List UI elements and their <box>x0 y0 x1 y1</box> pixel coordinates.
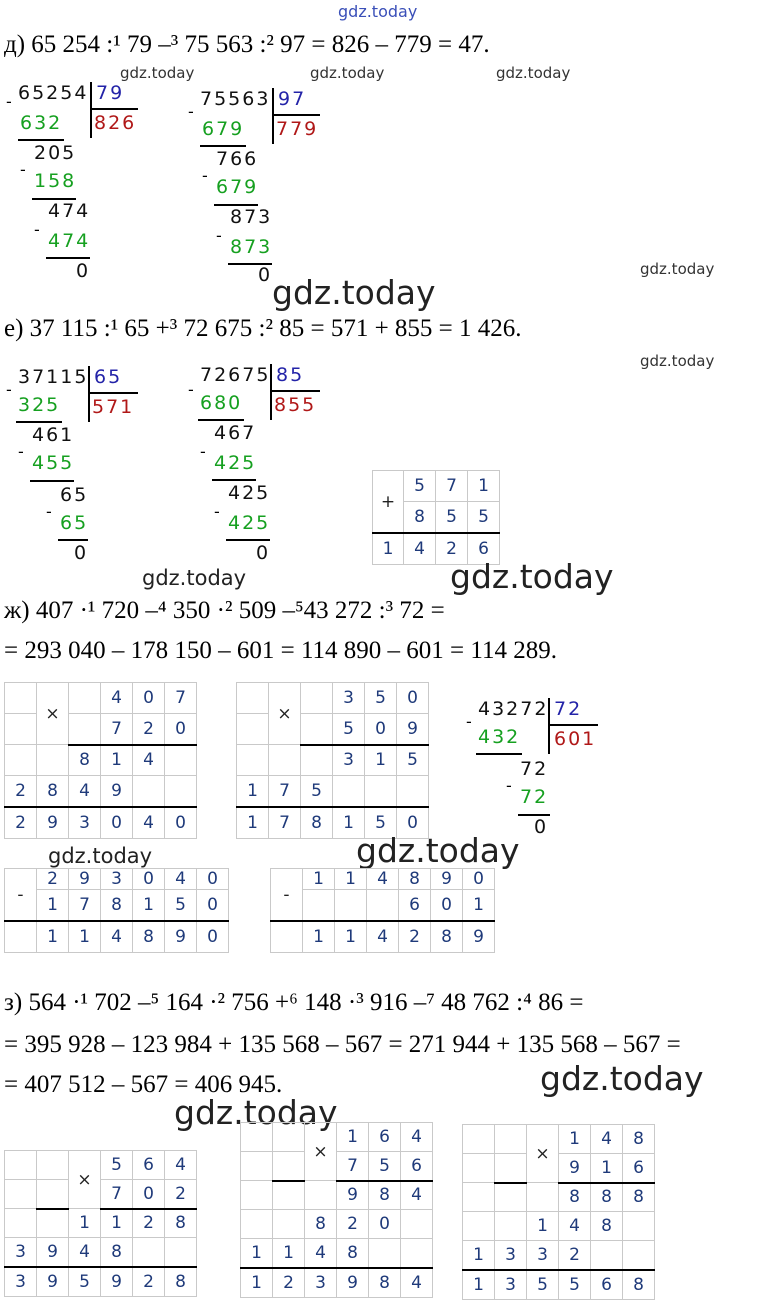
divisor: 65 <box>94 366 123 388</box>
digit-cell: 2 <box>337 1210 369 1239</box>
divisor: 72 <box>554 698 583 720</box>
digit-cell: 5 <box>559 1270 591 1300</box>
times-sign: × <box>269 683 301 745</box>
digit-cell: 1 <box>335 921 367 953</box>
digit-cell: 6 <box>369 1123 401 1152</box>
digit-cell: 0 <box>165 714 197 745</box>
watermark: gdz.today <box>48 844 153 868</box>
digit-cell: 8 <box>337 1239 369 1269</box>
times-sign: × <box>305 1123 337 1181</box>
digit-cell: 1 <box>37 921 69 953</box>
step: 72 <box>520 758 549 780</box>
digit-cell: 9 <box>397 714 429 745</box>
digit-cell: 1 <box>591 1154 623 1183</box>
times-sign: × <box>527 1125 559 1183</box>
digit-cell: 6 <box>399 890 431 922</box>
digit-cell: 0 <box>133 1180 165 1209</box>
digit-cell: 5 <box>101 1151 133 1180</box>
task-z-equation-line3: = 407 512 – 567 = 406 945. <box>4 1071 283 1098</box>
digit-cell: 0 <box>431 890 463 922</box>
digit-cell: 1 <box>559 1125 591 1154</box>
digit-cell: 2 <box>273 1268 305 1298</box>
digit-cell: 2 <box>5 776 37 808</box>
digit-cell: 4 <box>591 1125 623 1154</box>
digit-cell: 1 <box>69 1209 101 1238</box>
step: 0 <box>258 264 273 286</box>
watermark: gdz.today <box>120 64 195 82</box>
digit-cell: 8 <box>399 869 431 890</box>
quotient: 826 <box>94 112 137 134</box>
digit-cell: 0 <box>397 683 429 714</box>
digit-cell: 8 <box>623 1125 655 1154</box>
step: 679 <box>216 176 259 198</box>
digit-cell: 8 <box>301 807 333 839</box>
digit-cell: 3 <box>5 1238 37 1268</box>
digit-cell: 1 <box>37 890 69 922</box>
digit-cell: 9 <box>165 921 197 953</box>
digit-cell: 3 <box>495 1270 527 1300</box>
digit-cell: 6 <box>133 1151 165 1180</box>
digit-cell: 9 <box>559 1154 591 1183</box>
digit-cell: 4 <box>401 1181 433 1210</box>
multiplication-grid-350-509 <box>236 682 429 839</box>
digit-cell: 9 <box>101 776 133 808</box>
digit-cell: 8 <box>431 921 463 953</box>
digit-cell: 5 <box>333 714 365 745</box>
digit-cell: 9 <box>101 1267 133 1297</box>
step: 0 <box>76 260 91 282</box>
digit-cell: 1 <box>365 745 397 776</box>
digit-cell: 1 <box>273 1239 305 1269</box>
digit-cell: 6 <box>401 1152 433 1181</box>
digit-cell: 9 <box>37 1267 69 1297</box>
addition-grid <box>372 470 500 565</box>
digit-cell: 4 <box>165 869 197 890</box>
quotient: 855 <box>274 394 317 416</box>
digit-cell: 6 <box>591 1270 623 1300</box>
digit-cell: 8 <box>559 1183 591 1212</box>
step: 467 <box>214 422 257 444</box>
task-zh-equation-line1: ж) 407 ·¹ 720 –⁴ 350 ·² 509 –⁵43 272 :³ 72 = <box>4 597 445 624</box>
step: 432 <box>478 726 521 748</box>
digit-cell: 2 <box>559 1241 591 1271</box>
digit-cell: 3 <box>101 869 133 890</box>
digit-cell: 9 <box>37 1238 69 1268</box>
digit-cell: 8 <box>591 1212 623 1241</box>
digit-cell: 0 <box>165 807 197 839</box>
digit-cell: 2 <box>436 533 468 565</box>
step: 0 <box>74 542 89 564</box>
digit-cell: 4 <box>133 745 165 776</box>
digit-cell: 1 <box>527 1212 559 1241</box>
watermark: gdz.today <box>540 1059 704 1098</box>
step: 205 <box>34 142 77 164</box>
digit-cell: 4 <box>401 1123 433 1152</box>
multiplication-grid-407-720 <box>4 682 197 839</box>
digit-cell: 2 <box>37 869 69 890</box>
divisor: 79 <box>96 82 125 104</box>
digit-cell: 3 <box>495 1241 527 1271</box>
subtraction-grid-114890-601 <box>270 868 495 953</box>
step: 474 <box>48 200 91 222</box>
digit-cell: 4 <box>69 1238 101 1268</box>
dividend: 43272 <box>478 698 549 720</box>
digit-cell: 7 <box>269 807 301 839</box>
digit-cell: 1 <box>303 921 335 953</box>
digit-cell: 0 <box>197 869 229 890</box>
digit-cell: 9 <box>337 1181 369 1210</box>
plus-sign: + <box>373 471 404 534</box>
minus-sign: - <box>271 869 303 922</box>
digit-cell: 8 <box>369 1268 401 1298</box>
digit-cell: 1 <box>468 471 500 502</box>
digit-cell: 7 <box>165 683 197 714</box>
divisor: 85 <box>276 364 305 386</box>
digit-cell: 8 <box>623 1183 655 1212</box>
digit-cell: 4 <box>69 776 101 808</box>
digit-cell: 2 <box>165 1180 197 1209</box>
digit-cell: 0 <box>197 921 229 953</box>
digit-cell: 8 <box>69 745 101 776</box>
digit-cell: 1 <box>241 1239 273 1269</box>
digit-cell: 5 <box>468 502 500 534</box>
digit-cell: 5 <box>404 471 436 502</box>
divisor: 97 <box>278 88 307 110</box>
digit-cell: 8 <box>623 1270 655 1300</box>
step: 0 <box>256 542 271 564</box>
digit-cell: 8 <box>165 1267 197 1297</box>
digit-cell: 4 <box>165 1151 197 1180</box>
digit-cell: 1 <box>101 1209 133 1238</box>
digit-cell: 1 <box>333 807 365 839</box>
digit-cell: 1 <box>241 1268 273 1298</box>
digit-cell: 3 <box>333 745 365 776</box>
digit-cell: 0 <box>133 869 165 890</box>
watermark: gdz.today <box>450 557 614 596</box>
watermark: gdz.today <box>640 352 715 370</box>
step: 325 <box>18 394 61 416</box>
digit-cell: 8 <box>37 776 69 808</box>
task-z-equation-line1: з) 564 ·¹ 702 –⁵ 164 ·² 756 +⁶ 148 ·³ 916 –⁷ 48 762 :⁴ 86 = <box>4 989 584 1016</box>
step: 680 <box>200 392 243 414</box>
digit-cell: 8 <box>165 1209 197 1238</box>
digit-cell: 5 <box>369 1152 401 1181</box>
digit-cell: 7 <box>101 1180 133 1209</box>
digit-cell: 2 <box>133 1209 165 1238</box>
quotient: 779 <box>276 118 319 140</box>
task-zh-equation-line2: = 293 040 – 178 150 – 601 = 114 890 – 601 = 114 289. <box>4 637 557 664</box>
digit-cell: 9 <box>463 921 495 953</box>
step: 425 <box>228 512 271 534</box>
dividend: 75563 <box>200 88 271 110</box>
digit-cell: 1 <box>373 533 404 565</box>
digit-cell: 6 <box>623 1154 655 1183</box>
multiplication-grid-148-916 <box>462 1124 655 1300</box>
digit-cell: 4 <box>404 533 436 565</box>
watermark: gdz.today <box>356 831 520 870</box>
digit-cell: 5 <box>365 807 397 839</box>
watermark: gdz.today <box>142 566 247 590</box>
digit-cell: 7 <box>69 890 101 922</box>
step: 65 <box>60 512 89 534</box>
digit-cell: 1 <box>463 890 495 922</box>
digit-cell: 8 <box>369 1181 401 1210</box>
watermark: gdz.today <box>174 1093 338 1132</box>
digit-cell: 1 <box>101 745 133 776</box>
task-e-equation: е) 37 115 :¹ 65 +³ 72 675 :² 85 = 571 + 855 = 1 426. <box>4 315 522 342</box>
digit-cell: 0 <box>133 683 165 714</box>
dividend: 37115 <box>18 366 89 388</box>
digit-cell: 4 <box>133 807 165 839</box>
digit-cell: 4 <box>101 921 133 953</box>
digit-cell: 4 <box>101 683 133 714</box>
digit-cell: 5 <box>397 745 429 776</box>
digit-cell: 2 <box>5 807 37 839</box>
digit-cell: 0 <box>197 890 229 922</box>
digit-cell: 1 <box>303 869 335 890</box>
quotient: 571 <box>92 396 135 418</box>
step: 455 <box>32 452 75 474</box>
digit-cell: 2 <box>399 921 431 953</box>
step: 65 <box>60 484 89 506</box>
digit-cell: 9 <box>69 869 101 890</box>
minus-sign: - <box>5 869 37 922</box>
step: 158 <box>34 170 77 192</box>
step: 679 <box>202 118 245 140</box>
digit-cell: 9 <box>431 869 463 890</box>
step: 632 <box>20 112 63 134</box>
step: 474 <box>48 230 91 252</box>
digit-cell: 2 <box>133 714 165 745</box>
digit-cell: 5 <box>436 502 468 534</box>
digit-cell: 1 <box>463 1241 495 1271</box>
digit-cell: 4 <box>367 921 399 953</box>
digit-cell: 9 <box>337 1268 369 1298</box>
watermark: gdz.today <box>310 64 385 82</box>
times-sign: × <box>37 683 69 745</box>
digit-cell: 1 <box>237 807 269 839</box>
watermark: gdz.today <box>272 273 436 312</box>
digit-cell: 4 <box>559 1212 591 1241</box>
digit-cell: 0 <box>463 869 495 890</box>
digit-cell: 8 <box>404 502 436 534</box>
subtraction-grid-293040-178150 <box>4 868 229 953</box>
digit-cell: 8 <box>101 890 133 922</box>
digit-cell: 8 <box>591 1183 623 1212</box>
digit-cell: 8 <box>101 1238 133 1268</box>
task-d-equation: д) 65 254 :¹ 79 –³ 75 563 :² 97 = 826 – 779 = 47. <box>4 31 490 58</box>
watermark: gdz.today <box>640 260 715 278</box>
step: 461 <box>32 424 75 446</box>
digit-cell: 4 <box>401 1268 433 1298</box>
digit-cell: 2 <box>133 1267 165 1297</box>
digit-cell: 5 <box>165 890 197 922</box>
quotient: 601 <box>554 728 597 750</box>
step: 72 <box>520 786 549 808</box>
step: 766 <box>216 148 259 170</box>
digit-cell: 7 <box>269 776 301 808</box>
site-logo[interactable]: gdz.today <box>338 2 418 21</box>
digit-cell: 7 <box>101 714 133 745</box>
digit-cell: 1 <box>337 1123 369 1152</box>
digit-cell: 3 <box>305 1268 337 1298</box>
step: 425 <box>228 482 271 504</box>
digit-cell: 3 <box>5 1267 37 1297</box>
task-z-equation-line2: = 395 928 – 123 984 + 135 568 – 567 = 271 944 + 135 568 – 567 = <box>4 1031 681 1058</box>
digit-cell: 3 <box>69 807 101 839</box>
step: 873 <box>230 206 273 228</box>
digit-cell: 7 <box>436 471 468 502</box>
digit-cell: 3 <box>527 1241 559 1271</box>
digit-cell: 4 <box>367 869 399 890</box>
watermark: gdz.today <box>496 64 571 82</box>
digit-cell: 6 <box>468 533 500 565</box>
step: 873 <box>230 236 273 258</box>
digit-cell: 1 <box>335 869 367 890</box>
digit-cell: 4 <box>305 1239 337 1269</box>
digit-cell: 0 <box>365 714 397 745</box>
digit-cell: 0 <box>101 807 133 839</box>
digit-cell: 8 <box>133 921 165 953</box>
digit-cell: 1 <box>133 890 165 922</box>
digit-cell: 3 <box>333 683 365 714</box>
digit-cell: 1 <box>69 921 101 953</box>
step: 425 <box>214 452 257 474</box>
digit-cell: 8 <box>305 1210 337 1239</box>
dividend: 65254 <box>18 82 89 104</box>
step: 0 <box>534 816 549 838</box>
digit-cell: 5 <box>527 1270 559 1300</box>
digit-cell: 5 <box>365 683 397 714</box>
digit-cell: 5 <box>69 1267 101 1297</box>
dividend: 72675 <box>200 364 271 386</box>
digit-cell: 0 <box>369 1210 401 1239</box>
times-sign: × <box>69 1151 101 1209</box>
multiplication-grid-164-756 <box>240 1122 433 1298</box>
digit-cell: 7 <box>337 1152 369 1181</box>
digit-cell: 1 <box>463 1270 495 1300</box>
digit-cell: 9 <box>37 807 69 839</box>
digit-cell: 0 <box>397 807 429 839</box>
multiplication-grid-564-702 <box>4 1150 197 1297</box>
digit-cell: 1 <box>237 776 269 808</box>
digit-cell: 5 <box>301 776 333 808</box>
